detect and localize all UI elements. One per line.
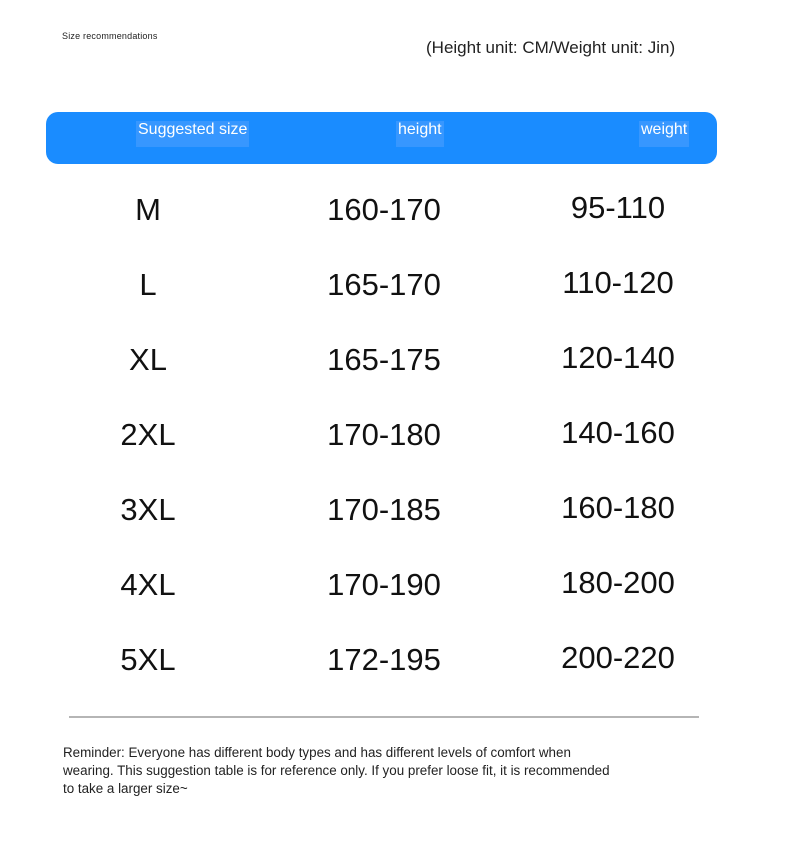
divider [69,716,699,718]
weight-cell: 140-160 [561,415,675,450]
weight-cell: 180-200 [561,565,675,600]
weight-cell: 95-110 [570,190,666,225]
reminder-text: Reminder: Everyone has different body types and has different levels of comfort when wearing. This suggestion table is for reference only. If you prefer loose fit, it is recommended to take a larger size~ [63,745,610,796]
size-cell: M [135,192,161,227]
height-cell: 165-170 [327,267,441,302]
table-row [0,638,790,713]
height-cell: 170-185 [327,492,441,527]
size-recommendations-caption: Size recommendations [62,31,158,41]
size-cell: L [139,267,157,302]
height-cell: 165-175 [327,342,441,377]
size-cell: XL [129,342,167,377]
table-row [0,563,790,638]
header-height: height [396,121,444,147]
size-cell: 5XL [120,642,176,677]
size-cell: 3XL [120,492,176,527]
header-suggested-size: Suggested size [136,121,249,147]
weight-cell: 110-120 [562,265,674,300]
units-note: (Height unit: CM/Weight unit: Jin) [426,38,676,57]
height-cell: 170-180 [327,417,441,452]
size-table-body [0,188,790,713]
height-cell: 172-195 [327,642,441,677]
table-row [0,488,790,563]
table-row [0,263,790,338]
height-cell: 170-190 [327,567,441,602]
weight-cell: 120-140 [561,340,675,375]
weight-cell: 160-180 [561,490,675,525]
table-row [0,188,790,263]
size-cell: 2XL [120,417,176,452]
table-row [0,413,790,488]
table-header [46,112,717,164]
header-weight: weight [639,121,689,147]
weight-cell: 200-220 [561,640,675,675]
size-cell: 4XL [120,567,176,602]
table-row [0,338,790,413]
height-cell: 160-170 [327,192,441,227]
